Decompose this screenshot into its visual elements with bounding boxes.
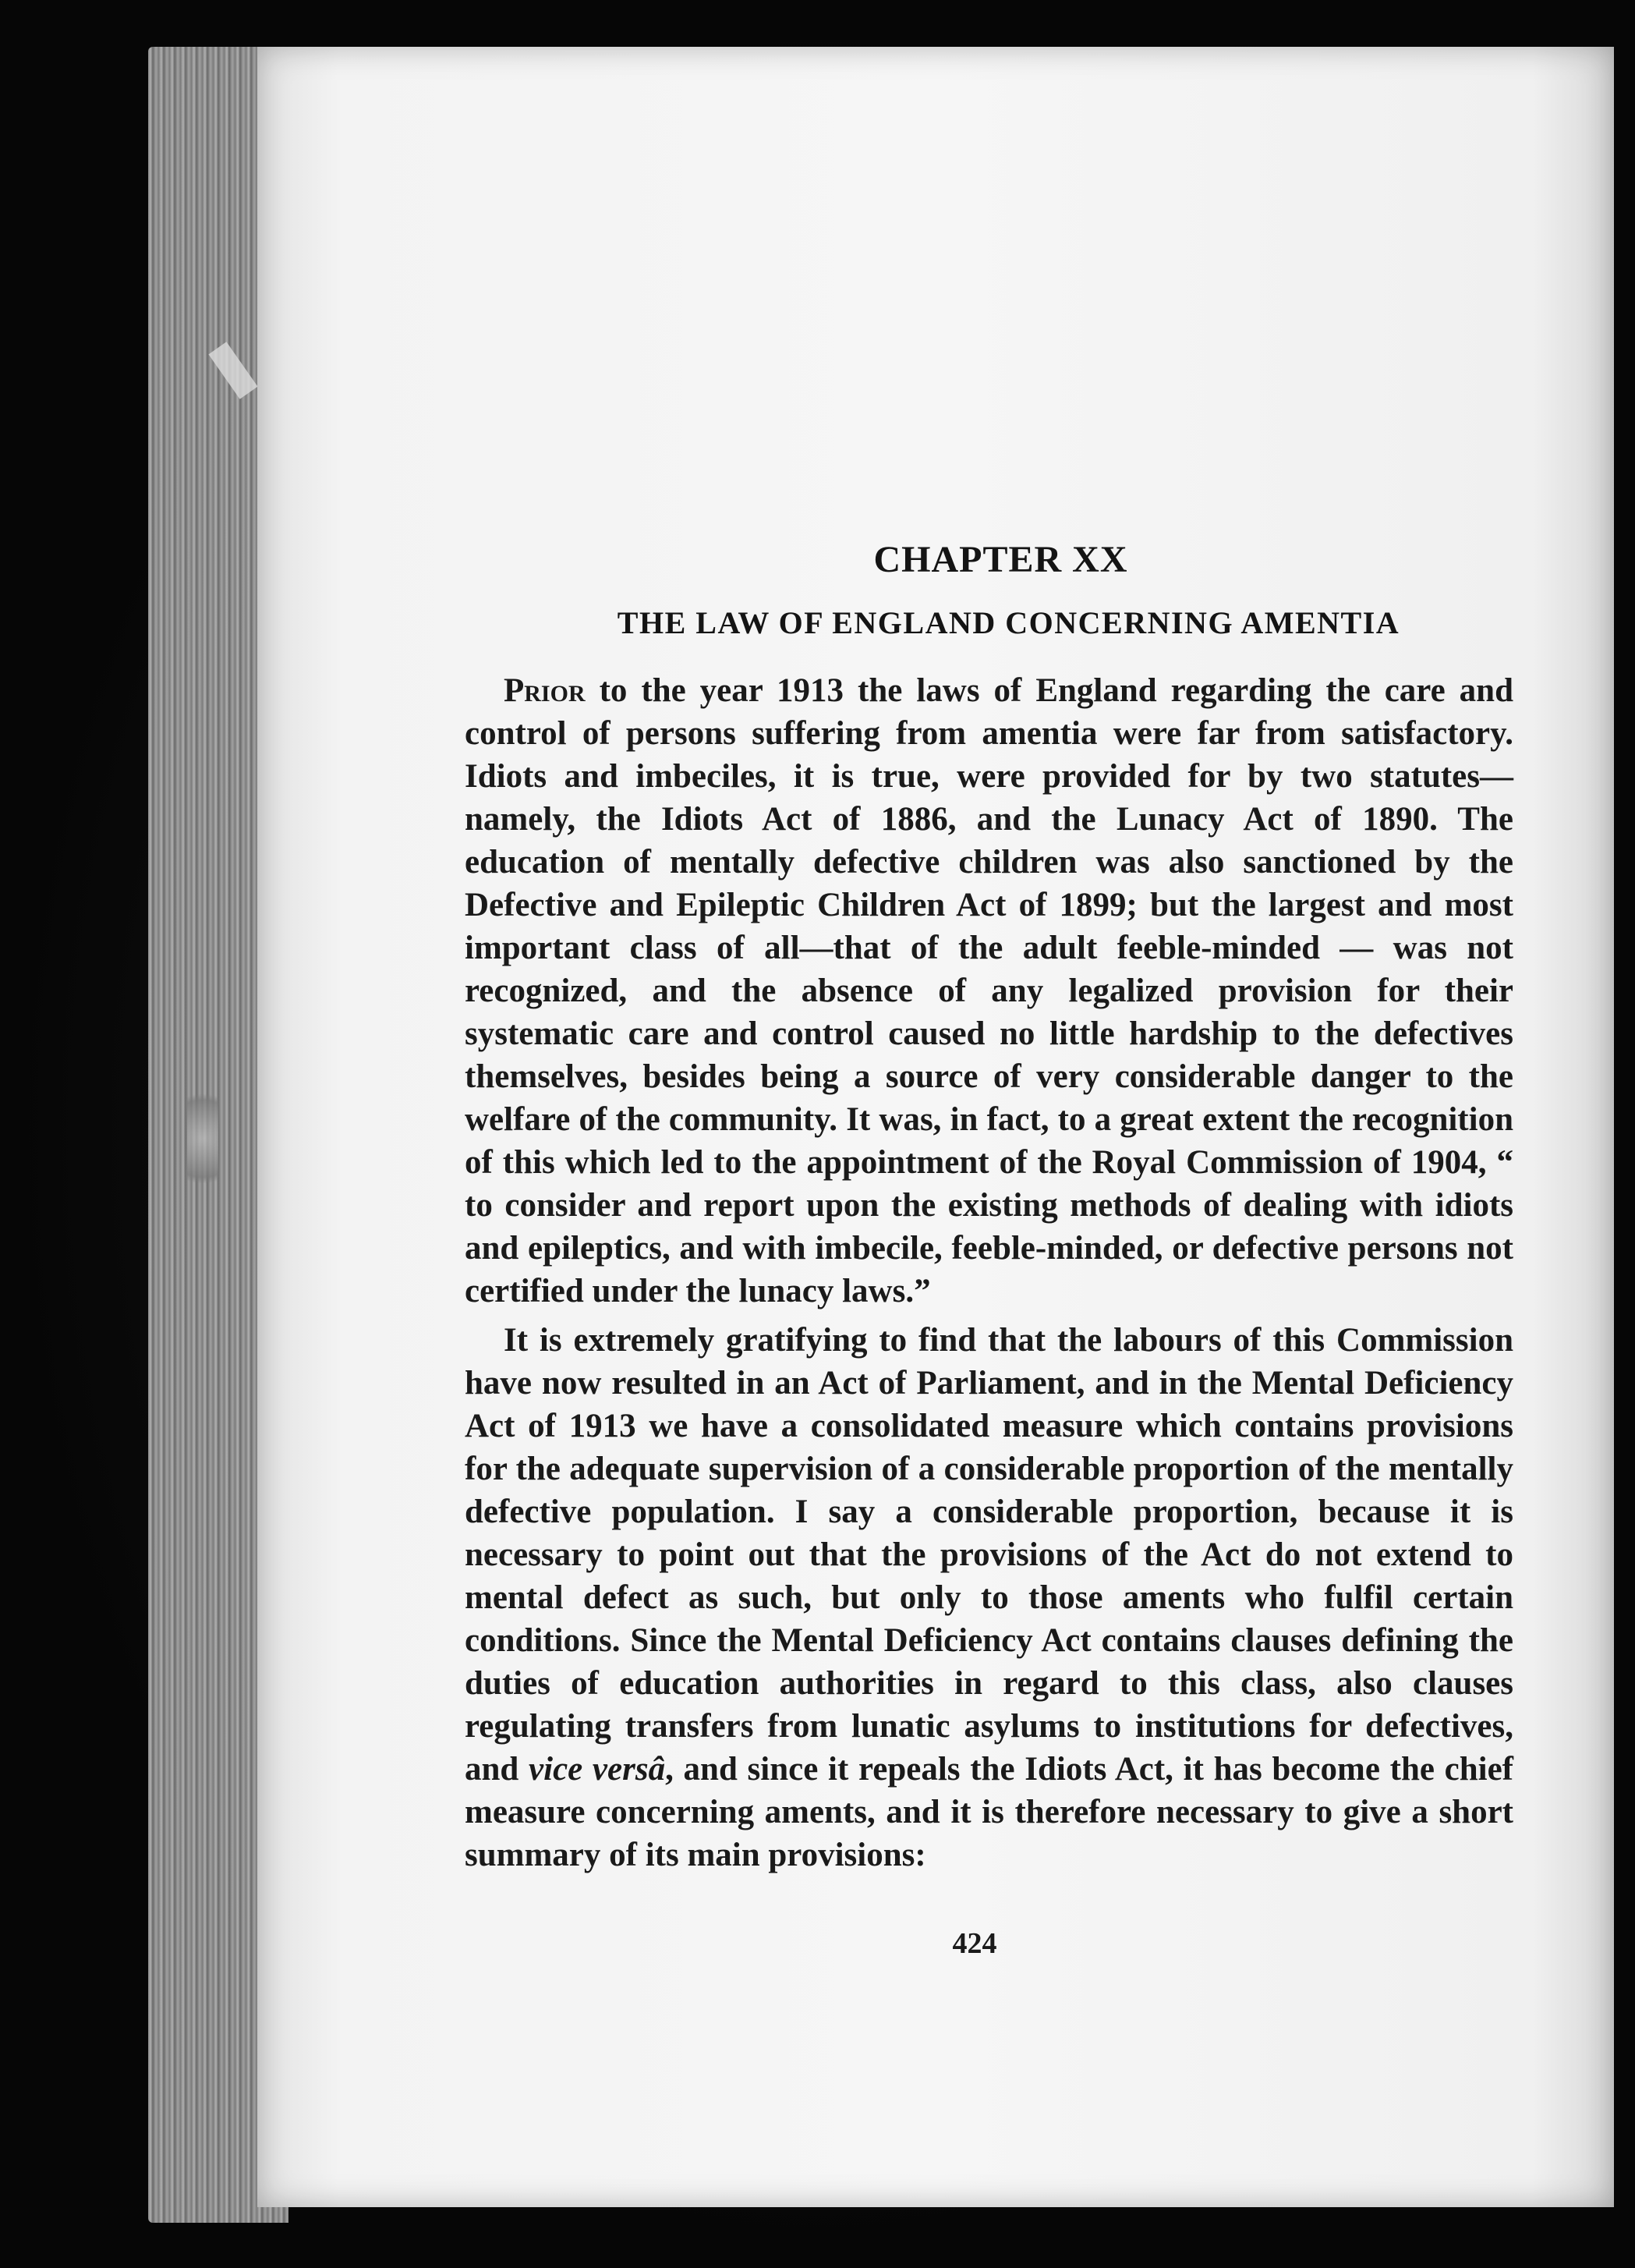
paragraph-1-text: to the year 1913 the laws of England regarding the care and control of persons suffering from amentia were far from satisfactory. Idiots and imbeciles, it is true, were provided for by two statutes—namely, the Idiots Act of 1886, and the Lunacy Act of 1890. The education of mentally defective children was also sanctioned by the Defective and Epileptic Children Act of 1899; but the largest and most important class of all—that of the adult feeble-minded — was not recognized, and the absence of any legalized provision for their systematic care and control caused no little hardship to the defectives themselves, besides being a source of very considerable danger to the welfare of the community. It was, in fact, to a great extent the recognition of this which led to the appointment of the Royal Commission of 1904, “ to consider and report upon the existing methods of dealing with idiots and epileptics, and with imbecile, feeble-minded, or defective persons not certified under the lunacy laws.” bbox=[465, 672, 1513, 1309]
paragraph-2-italic: vice versâ bbox=[529, 1751, 666, 1788]
paragraph-2-text-before: It is extremely gratifying to find that the labours of this Commission have now resulted in an Act of Parliament, and in the Mental Deficiency Act of 1913 we have a consolidated measure which contains provisions for the adequate supervision of a considerable proportion of the mentally defective population. I say a considerable proportion, because it is necessary to point out that the provisions of the Act do not extend to mental defect as such, but only to those aments who fulfil certain conditions. Since the Mental Deficiency Act contains clauses defining the duties of education authorities in regard to this class, also clauses regulating transfers from lunatic asylums to institutions for defectives, and bbox=[465, 1322, 1513, 1788]
chapter-title: THE LAW OF ENGLAND CONCERNING AMENTIA bbox=[617, 605, 1400, 640]
paragraph-2 bbox=[465, 1319, 1513, 1876]
paragraph-1 bbox=[465, 669, 1513, 1313]
chapter-number: CHAPTER XX bbox=[873, 539, 1128, 580]
paragraph-2-text-after: , and since it repeals the Idiots Act, it has become the chief measure concerning aments, and it is therefore necessary to give a short summary of its main provisions: bbox=[465, 1751, 1513, 1873]
page-text-block bbox=[465, 538, 1513, 1876]
paragraph-1-lead: Prior bbox=[504, 672, 586, 709]
page-number: 424 bbox=[952, 1927, 997, 1960]
spine-damage-mark bbox=[187, 1076, 218, 1201]
